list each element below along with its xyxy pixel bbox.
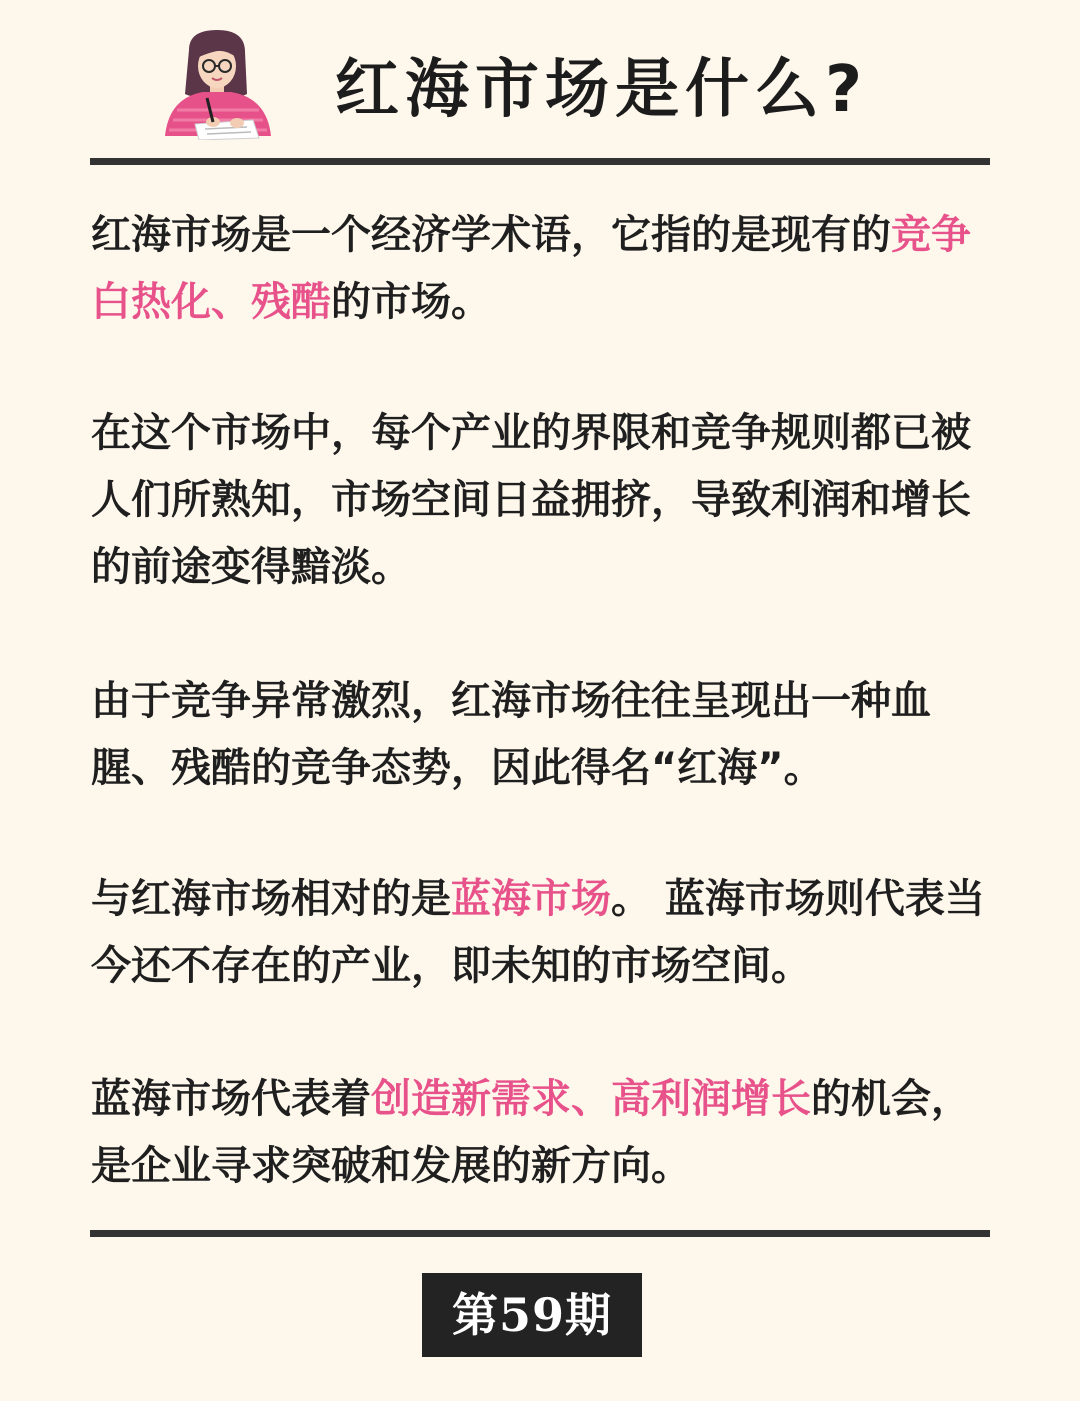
paragraph-opportunity <box>91 1066 991 1200</box>
girl-writing-icon <box>155 28 280 140</box>
paragraph-text: 的市场。 <box>331 279 491 325</box>
paragraph-text: 的机会，是企业寻求突破和发展的新方向。 <box>91 1076 971 1189</box>
bottom-divider <box>90 1230 990 1237</box>
paragraph-text: 。 蓝海市场则代表当今还不存在的产业，即未知的市场空间。 <box>91 876 985 989</box>
issue-badge: 第59期 <box>422 1273 642 1357</box>
paragraph-text: 在这个市场中，每个产业的界限和竞争规则都已被人们所熟知，市场空间日益拥挤，导致利润和增长的前途变得黯淡。 <box>91 410 971 590</box>
paragraph-definition <box>91 202 991 336</box>
paragraph-text: 红海市场是一个经济学术语，它指的是现有的 <box>91 212 891 258</box>
paragraph-description <box>91 400 991 601</box>
paragraph-text: 与红海市场相对的是 <box>91 876 451 922</box>
page-title: 红海市场是什么? <box>335 53 869 127</box>
highlight-text: 蓝海市场 <box>451 876 611 922</box>
paragraph-text: 蓝海市场代表着 <box>91 1076 371 1122</box>
highlight-text: 竞争白热化、残酷 <box>91 212 971 325</box>
paragraph-origin <box>91 668 991 802</box>
paragraph-blue-ocean <box>91 866 991 1000</box>
top-divider <box>90 158 990 165</box>
paragraph-text: 由于竞争异常激烈，红海市场往往呈现出一种血腥、残酷的竞争态势，因此得名“红海”。 <box>91 678 931 791</box>
highlight-text: 创造新需求、高利润增长 <box>371 1076 811 1122</box>
